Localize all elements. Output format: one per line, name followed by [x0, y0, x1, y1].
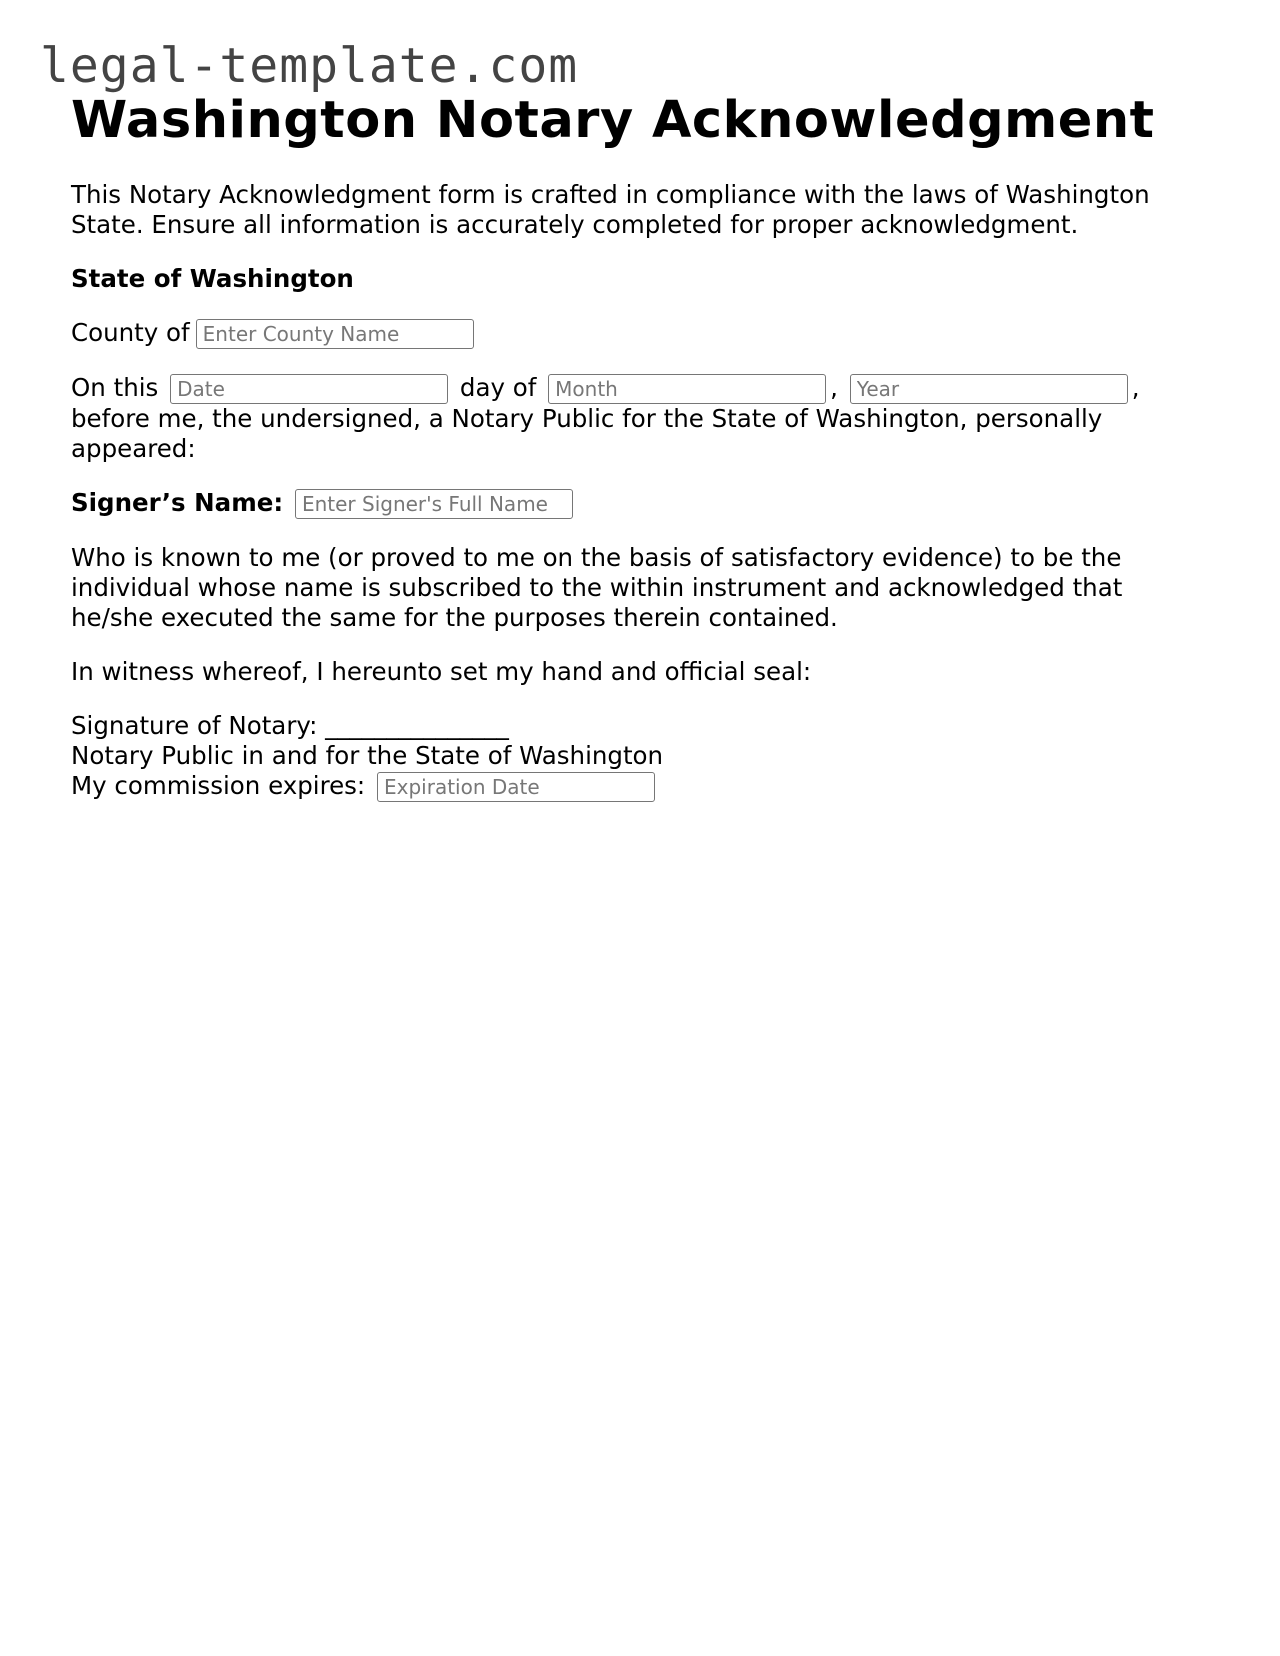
- signer-name-input[interactable]: [295, 489, 573, 519]
- month-input[interactable]: [548, 374, 826, 404]
- commission-label: My commission expires:: [71, 771, 366, 800]
- signature-block: [71, 711, 1211, 802]
- date-line-rest: before me, the undersigned, a Notary Public for the State of Washington, personally appeared:: [71, 404, 1103, 463]
- known-paragraph: Who is known to me (or proved to me on the basis of satisfactory evidence) to be the individual whose name is subscribed to the within instrument and acknowledged that he/she executed the same for the purposes therein contained.: [71, 543, 1123, 632]
- commission-expiration-input[interactable]: [377, 772, 655, 802]
- document-body: [71, 88, 1211, 802]
- signer-line: [71, 488, 1211, 519]
- intro-paragraph: This Notary Acknowledgment form is crafted in compliance with the laws of Washington State. Ensure all information is accurately completed for proper acknowledgment.: [71, 180, 1150, 239]
- notary-public-line: Notary Public in and for the State of Washington: [71, 741, 664, 770]
- county-line: [71, 318, 1211, 349]
- signer-name-label: Signer’s Name:: [71, 488, 284, 517]
- witness-paragraph: In witness whereof, I hereunto set my hand and official seal:: [71, 657, 812, 686]
- notary-signature-line: Signature of Notary: _______________: [71, 711, 509, 740]
- county-label: County of: [71, 318, 190, 347]
- county-input[interactable]: [196, 319, 474, 349]
- watermark: legal-template.com: [40, 38, 579, 94]
- date-line: [71, 373, 1211, 464]
- page-title: Washington Notary Acknowledgment: [71, 91, 1155, 150]
- year-input[interactable]: [850, 374, 1128, 404]
- date-input[interactable]: [170, 374, 448, 404]
- comma-separator: ,: [1131, 373, 1140, 402]
- comma-separator: ,: [830, 373, 838, 402]
- date-prefix: On this: [71, 373, 159, 402]
- state-heading: State of Washington: [71, 264, 354, 293]
- day-of-label: day of: [459, 373, 537, 402]
- commission-line: [71, 771, 1211, 802]
